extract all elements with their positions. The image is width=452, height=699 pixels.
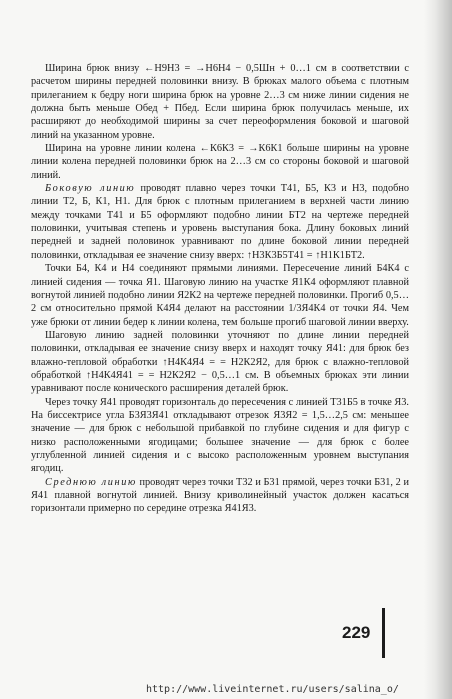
paragraph-inseam-length <box>31 329 409 396</box>
paragraph-text: проводят плавно через точки Т41, Б5, К3 и Н3, подобно линии Т2, Б, К1, Н1. Для брюк с плотным прилеганием в верхней части линию между точками Т41 и Б5 оформляют подобно линии БТ2 на чертеже передней половинки, учитывая степень и уровень выступания бока. Длину боковых линий передней и задней половинок уравнивают по длине боковой линии передней половинки, откладывая ее значение снизу вверх: ↑Н3К3Б5Т41 = ↑Н1К1БТ2. <box>31 183 410 261</box>
paragraph-text: Через точку Я41 проводят горизонталь до пересечения с линией Т31Б5 в точке Я3. На биссектрисе угла Б3Я3Я41 откладывают отрезок Я3Я2 = 1,5…2,5 см: меньшее значение — для брюк с небольшой прибавкой по глубине сидения и для фигур с низко расположенными ягодицами; большее значение — для брюк с более углубленной линией сидения и с высоко расположенным уровнем выступания ягодиц. <box>31 396 409 475</box>
page-number-rule <box>382 608 385 658</box>
paragraph-text: Ширина брюк внизу ←Н9Н3 = →Н6Н4 − 0,5Шн + 0…1 см в соответствии с расчетом ширины передней половинки внизу. В брюках малого объема с плотным прилеганием к бедру ноги ширина брюк на уровне 2…3 см ниже линии сидения не должна быть меньше Обед + Пбед. Если ширина брюк получилась меньше, их расширяют до необходимой ширины за счет переоформления боковой и шаговой линий на указанном уровне. <box>31 63 409 141</box>
source-watermark: http://www.liveinternet.ru/users/salina_o/ <box>146 684 399 695</box>
paragraph-text: проводят через точки Т32 и Б31 прямой, через точки Б31, 2 и Я41 плавной вогнутой линией. Внизу криволинейный участок должен касаться горизонтали примерно по середине отрезка Я41Я3. <box>31 476 410 515</box>
paragraph-side-seam <box>31 182 409 262</box>
paragraph-trouser-bottom-width <box>31 62 409 142</box>
page-edge-shadow <box>424 0 452 699</box>
paragraph-text: Ширина на уровне линии колена ←К6К3 = →К6К1 больше ширины на уровне линии колена передней половинки брюк на 2…3 см со стороны боковой и шаговой линий. <box>31 143 409 181</box>
page-number: 229 <box>342 623 371 642</box>
paragraph-center-seam <box>31 476 409 516</box>
paragraph-text: Шаговую линию задней половинки уточняют по длине линии передней половинки, откладывая ее значение снизу вверх и находят точку Я41: для брюк без влажно-тепловой обработки ↑Н4К4Я4 = = Н2К2Я2, для брюк с влажно-тепловой обработкой ↑Н4К4Я41 = = Н2К2Я2 − 0,5…1 см. В объемных брюках эти линии уравнивают после конического расширения деталей брюк. <box>31 329 409 395</box>
page-text <box>31 62 409 516</box>
paragraph-inseam-points <box>31 262 409 329</box>
term-center-seam: Среднюю линию <box>45 476 137 488</box>
paragraph-text: Точки Б4, К4 и Н4 соединяют прямыми линиями. Пересечение линий Б4К4 с линией сидения — точка Я1. Шаговую линию на участке Я1К4 оформляют плавной вогнутой линией подобно линии Я2К2 на чертеже передней половинки. Прогиб 0,5…2 см относительно прямой К4Я4 делают на расстоянии 1/3Я4К4 от точки Я4. Чем уже брюки от линии бедер к линии колена, тем больше прогиб шаговой линии вверху. <box>31 263 409 328</box>
paragraph-knee-width <box>31 142 409 182</box>
paragraph-crotch-horizontal <box>31 396 409 476</box>
term-side-seam: Боковую линию <box>45 183 136 195</box>
